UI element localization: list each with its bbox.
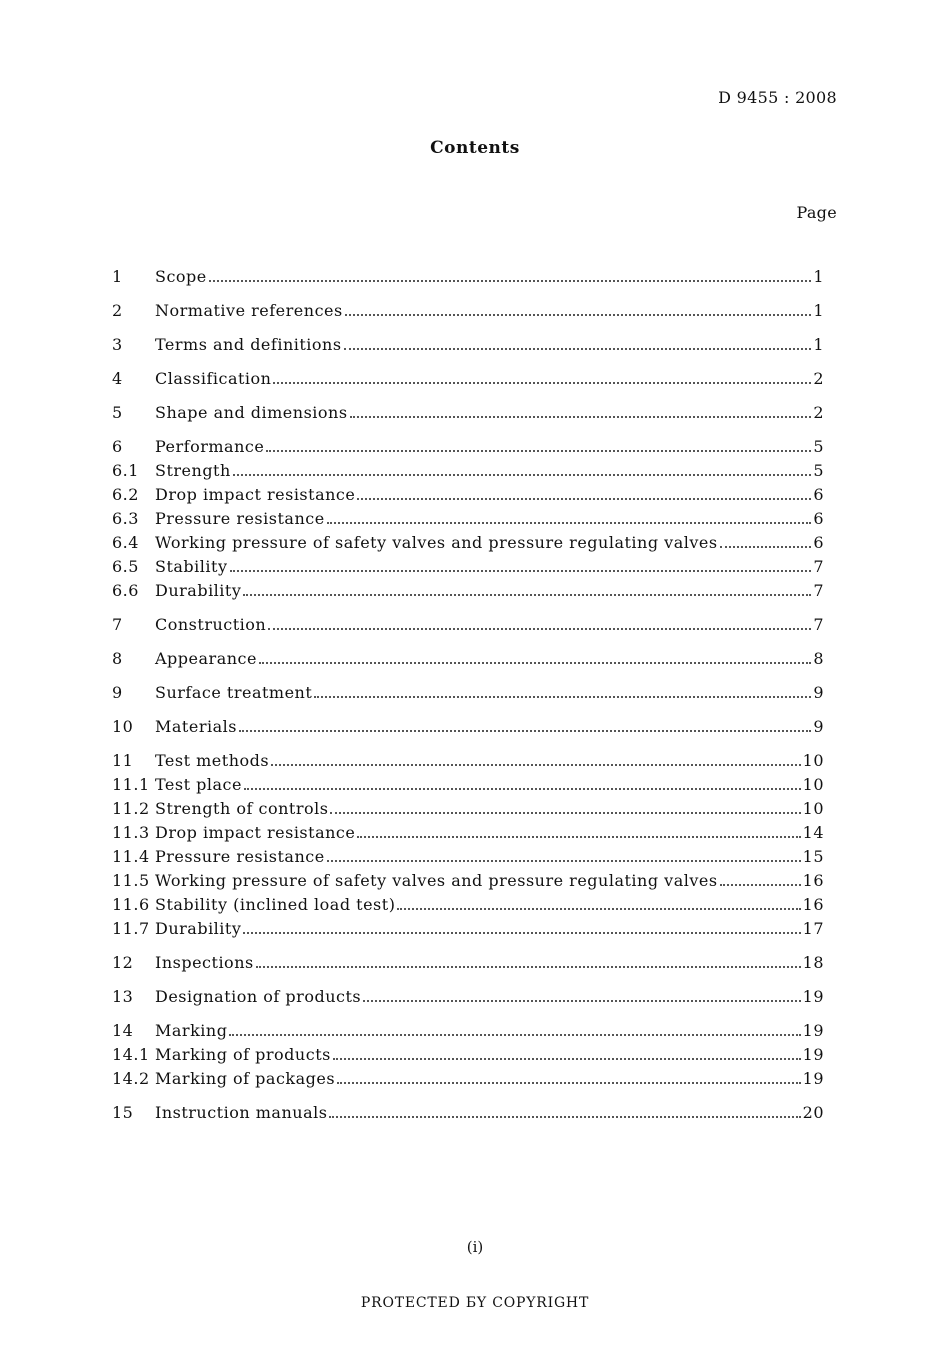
toc-leader-dots <box>230 555 812 579</box>
toc-entry[interactable] <box>112 401 824 425</box>
toc-entry-page: 15 <box>802 847 824 866</box>
toc-entry[interactable] <box>112 299 824 323</box>
toc-leader-dots <box>266 435 811 459</box>
toc-leader-dots <box>344 333 812 357</box>
toc-entry[interactable] <box>112 579 824 603</box>
toc-entry[interactable] <box>112 845 824 869</box>
toc-entry-title: Test place <box>155 775 242 794</box>
toc-entry[interactable] <box>112 985 824 1009</box>
toc-entry[interactable] <box>112 893 824 917</box>
toc-entry[interactable] <box>112 1043 824 1067</box>
toc-entry-page: 19 <box>802 1021 824 1040</box>
toc-entry-number: 13 <box>112 987 134 1006</box>
toc-entry-page: 16 <box>802 871 824 890</box>
toc-entry-page: 17 <box>802 919 824 938</box>
toc-entry-page: 7 <box>813 615 824 634</box>
toc-entry[interactable] <box>112 531 824 555</box>
toc-entry-title: Normative references <box>155 301 343 320</box>
toc-entry[interactable] <box>112 483 824 507</box>
toc-leader-dots <box>357 821 800 845</box>
toc-entry-number: 5 <box>112 403 123 422</box>
toc-entry-page: 10 <box>802 775 824 794</box>
toc-entry[interactable] <box>112 333 824 357</box>
toc-entry-number: 12 <box>112 953 134 972</box>
toc-entry-title: Instruction manuals <box>155 1103 328 1122</box>
toc-entry[interactable] <box>112 367 824 391</box>
page-column-label: Page <box>796 203 837 222</box>
toc-entry-number: 4 <box>112 369 123 388</box>
toc-entry-page: 5 <box>813 437 824 456</box>
toc-entry-page: 10 <box>802 799 824 818</box>
toc-entry-title: Durability <box>155 919 242 938</box>
toc-leader-dots <box>333 1043 801 1067</box>
toc-entry-title: Stability (inclined load test) <box>155 895 396 914</box>
toc-entry-title: Pressure resistance <box>155 509 325 528</box>
toc-entry[interactable] <box>112 507 824 531</box>
toc-entry[interactable] <box>112 773 824 797</box>
toc-entry-page: 8 <box>813 649 824 668</box>
toc-entry-page: 5 <box>813 461 824 480</box>
toc-entry-title: Strength of controls <box>155 799 329 818</box>
toc-entry-title: Shape and dimensions <box>155 403 348 422</box>
toc-entry-number: 3 <box>112 335 123 354</box>
toc-entry-page: 20 <box>802 1103 824 1122</box>
toc-entry-number: 11.3 <box>112 823 150 842</box>
toc-entry-title: Scope <box>155 267 207 286</box>
toc-entry-page: 1 <box>813 301 824 320</box>
toc-entry[interactable] <box>112 715 824 739</box>
table-of-contents <box>112 265 824 1125</box>
toc-entry-number: 14.1 <box>112 1045 150 1064</box>
toc-entry-page: 6 <box>813 509 824 528</box>
toc-entry-number: 11.1 <box>112 775 150 794</box>
toc-leader-dots <box>239 715 811 739</box>
toc-entry-number: 11.6 <box>112 895 150 914</box>
toc-leader-dots <box>268 613 811 637</box>
toc-entry[interactable] <box>112 435 824 459</box>
toc-entry-number: 6.4 <box>112 533 139 552</box>
toc-entry-title: Appearance <box>155 649 257 668</box>
toc-leader-dots <box>209 265 812 289</box>
toc-leader-dots <box>256 951 801 975</box>
toc-entry-number: 6.2 <box>112 485 139 504</box>
toc-entry-number: 11 <box>112 751 134 770</box>
toc-leader-dots <box>229 1019 800 1043</box>
toc-entry-title: Surface treatment <box>155 683 313 702</box>
toc-entry[interactable] <box>112 265 824 289</box>
toc-leader-dots <box>233 459 812 483</box>
toc-entry[interactable] <box>112 951 824 975</box>
toc-entry-title: Drop impact resistance <box>155 485 356 504</box>
toc-entry-page: 16 <box>802 895 824 914</box>
toc-leader-dots <box>337 1067 801 1091</box>
toc-leader-dots <box>363 985 801 1009</box>
toc-entry-page: 14 <box>802 823 824 842</box>
toc-entry-page: 6 <box>813 485 824 504</box>
toc-entry-page: 19 <box>802 987 824 1006</box>
toc-leader-dots <box>271 749 801 773</box>
toc-entry-number: 6 <box>112 437 123 456</box>
toc-entry-number: 15 <box>112 1103 134 1122</box>
toc-entry-page: 6 <box>813 533 824 552</box>
toc-entry-number: 11.4 <box>112 847 150 866</box>
toc-entry-number: 6.5 <box>112 557 139 576</box>
standard-number: D 9455 : 2008 <box>718 88 837 107</box>
toc-entry[interactable] <box>112 917 824 941</box>
toc-leader-dots <box>329 1101 800 1125</box>
toc-entry-number: 11.7 <box>112 919 150 938</box>
toc-entry-title: Durability <box>155 581 242 600</box>
toc-entry[interactable] <box>112 1101 824 1125</box>
toc-leader-dots <box>273 367 811 391</box>
toc-entry-number: 6.3 <box>112 509 139 528</box>
toc-entry-title: Stability <box>155 557 228 576</box>
toc-leader-dots <box>330 797 800 821</box>
toc-entry-page: 2 <box>813 403 824 422</box>
toc-entry-page: 2 <box>813 369 824 388</box>
toc-entry-title: Pressure resistance <box>155 847 325 866</box>
toc-entry-number: 6.6 <box>112 581 139 600</box>
toc-entry-title: Marking of products <box>155 1045 331 1064</box>
toc-entry-title: Construction <box>155 615 267 634</box>
toc-entry-title: Designation of products <box>155 987 362 1006</box>
toc-entry-page: 10 <box>802 751 824 770</box>
toc-entry-number: 1 <box>112 267 123 286</box>
toc-leader-dots <box>327 845 801 869</box>
copyright-notice: PROTECTED БY COPYRIGHT <box>360 1295 590 1311</box>
toc-entry[interactable] <box>112 681 824 705</box>
toc-entry-number: 2 <box>112 301 123 320</box>
toc-entry[interactable] <box>112 1067 824 1091</box>
toc-leader-dots <box>345 299 812 323</box>
toc-entry[interactable] <box>112 797 824 821</box>
toc-leader-dots <box>243 917 800 941</box>
footer-page-number: (i) <box>466 1238 484 1256</box>
toc-entry[interactable] <box>112 459 824 483</box>
toc-entry[interactable] <box>112 749 824 773</box>
page-title: Contents <box>430 138 520 158</box>
toc-leader-dots <box>720 531 812 555</box>
toc-leader-dots <box>314 681 811 705</box>
toc-entry-page: 19 <box>802 1045 824 1064</box>
toc-entry-page: 9 <box>813 717 824 736</box>
toc-leader-dots <box>720 869 801 893</box>
toc-entry-page: 7 <box>813 557 824 576</box>
toc-entry[interactable] <box>112 613 824 637</box>
toc-entry-title: Inspections <box>155 953 254 972</box>
toc-entry-number: 11.2 <box>112 799 150 818</box>
toc-entry-number: 7 <box>112 615 123 634</box>
toc-entry-number: 14.2 <box>112 1069 150 1088</box>
toc-entry-page: 19 <box>802 1069 824 1088</box>
toc-entry-page: 18 <box>802 953 824 972</box>
toc-leader-dots <box>350 401 812 425</box>
toc-entry-title: Terms and definitions <box>155 335 342 354</box>
toc-entry-title: Performance <box>155 437 265 456</box>
toc-entry-title: Marking <box>155 1021 228 1040</box>
toc-entry-title: Classification <box>155 369 272 388</box>
toc-entry-title: Materials <box>155 717 237 736</box>
toc-leader-dots <box>244 773 801 797</box>
toc-leader-dots <box>357 483 811 507</box>
toc-entry[interactable] <box>112 555 824 579</box>
toc-entry[interactable] <box>112 1019 824 1043</box>
toc-entry-title: Strength <box>155 461 231 480</box>
toc-entry-title: Drop impact resistance <box>155 823 356 842</box>
toc-entry-page: 1 <box>813 335 824 354</box>
toc-entry-number: 10 <box>112 717 134 736</box>
toc-entry-number: 11.5 <box>112 871 150 890</box>
toc-leader-dots <box>259 647 811 671</box>
toc-entry-number: 14 <box>112 1021 134 1040</box>
toc-entry-number: 8 <box>112 649 123 668</box>
toc-entry[interactable] <box>112 647 824 671</box>
toc-entry-title: Test methods <box>155 751 270 770</box>
toc-entry-title: Marking of packages <box>155 1069 336 1088</box>
toc-entry-number: 6.1 <box>112 461 139 480</box>
toc-entry-page: 9 <box>813 683 824 702</box>
toc-entry-page: 7 <box>813 581 824 600</box>
toc-leader-dots <box>327 507 812 531</box>
toc-entry-title: Working pressure of safety valves and pressure regulating valves <box>155 871 718 890</box>
toc-entry-page: 1 <box>813 267 824 286</box>
toc-entry[interactable] <box>112 821 824 845</box>
toc-entry-title: Working pressure of safety valves and pressure regulating valves <box>155 533 718 552</box>
toc-entry[interactable] <box>112 869 824 893</box>
toc-entry-number: 9 <box>112 683 123 702</box>
toc-leader-dots <box>243 579 811 603</box>
toc-leader-dots <box>397 893 800 917</box>
